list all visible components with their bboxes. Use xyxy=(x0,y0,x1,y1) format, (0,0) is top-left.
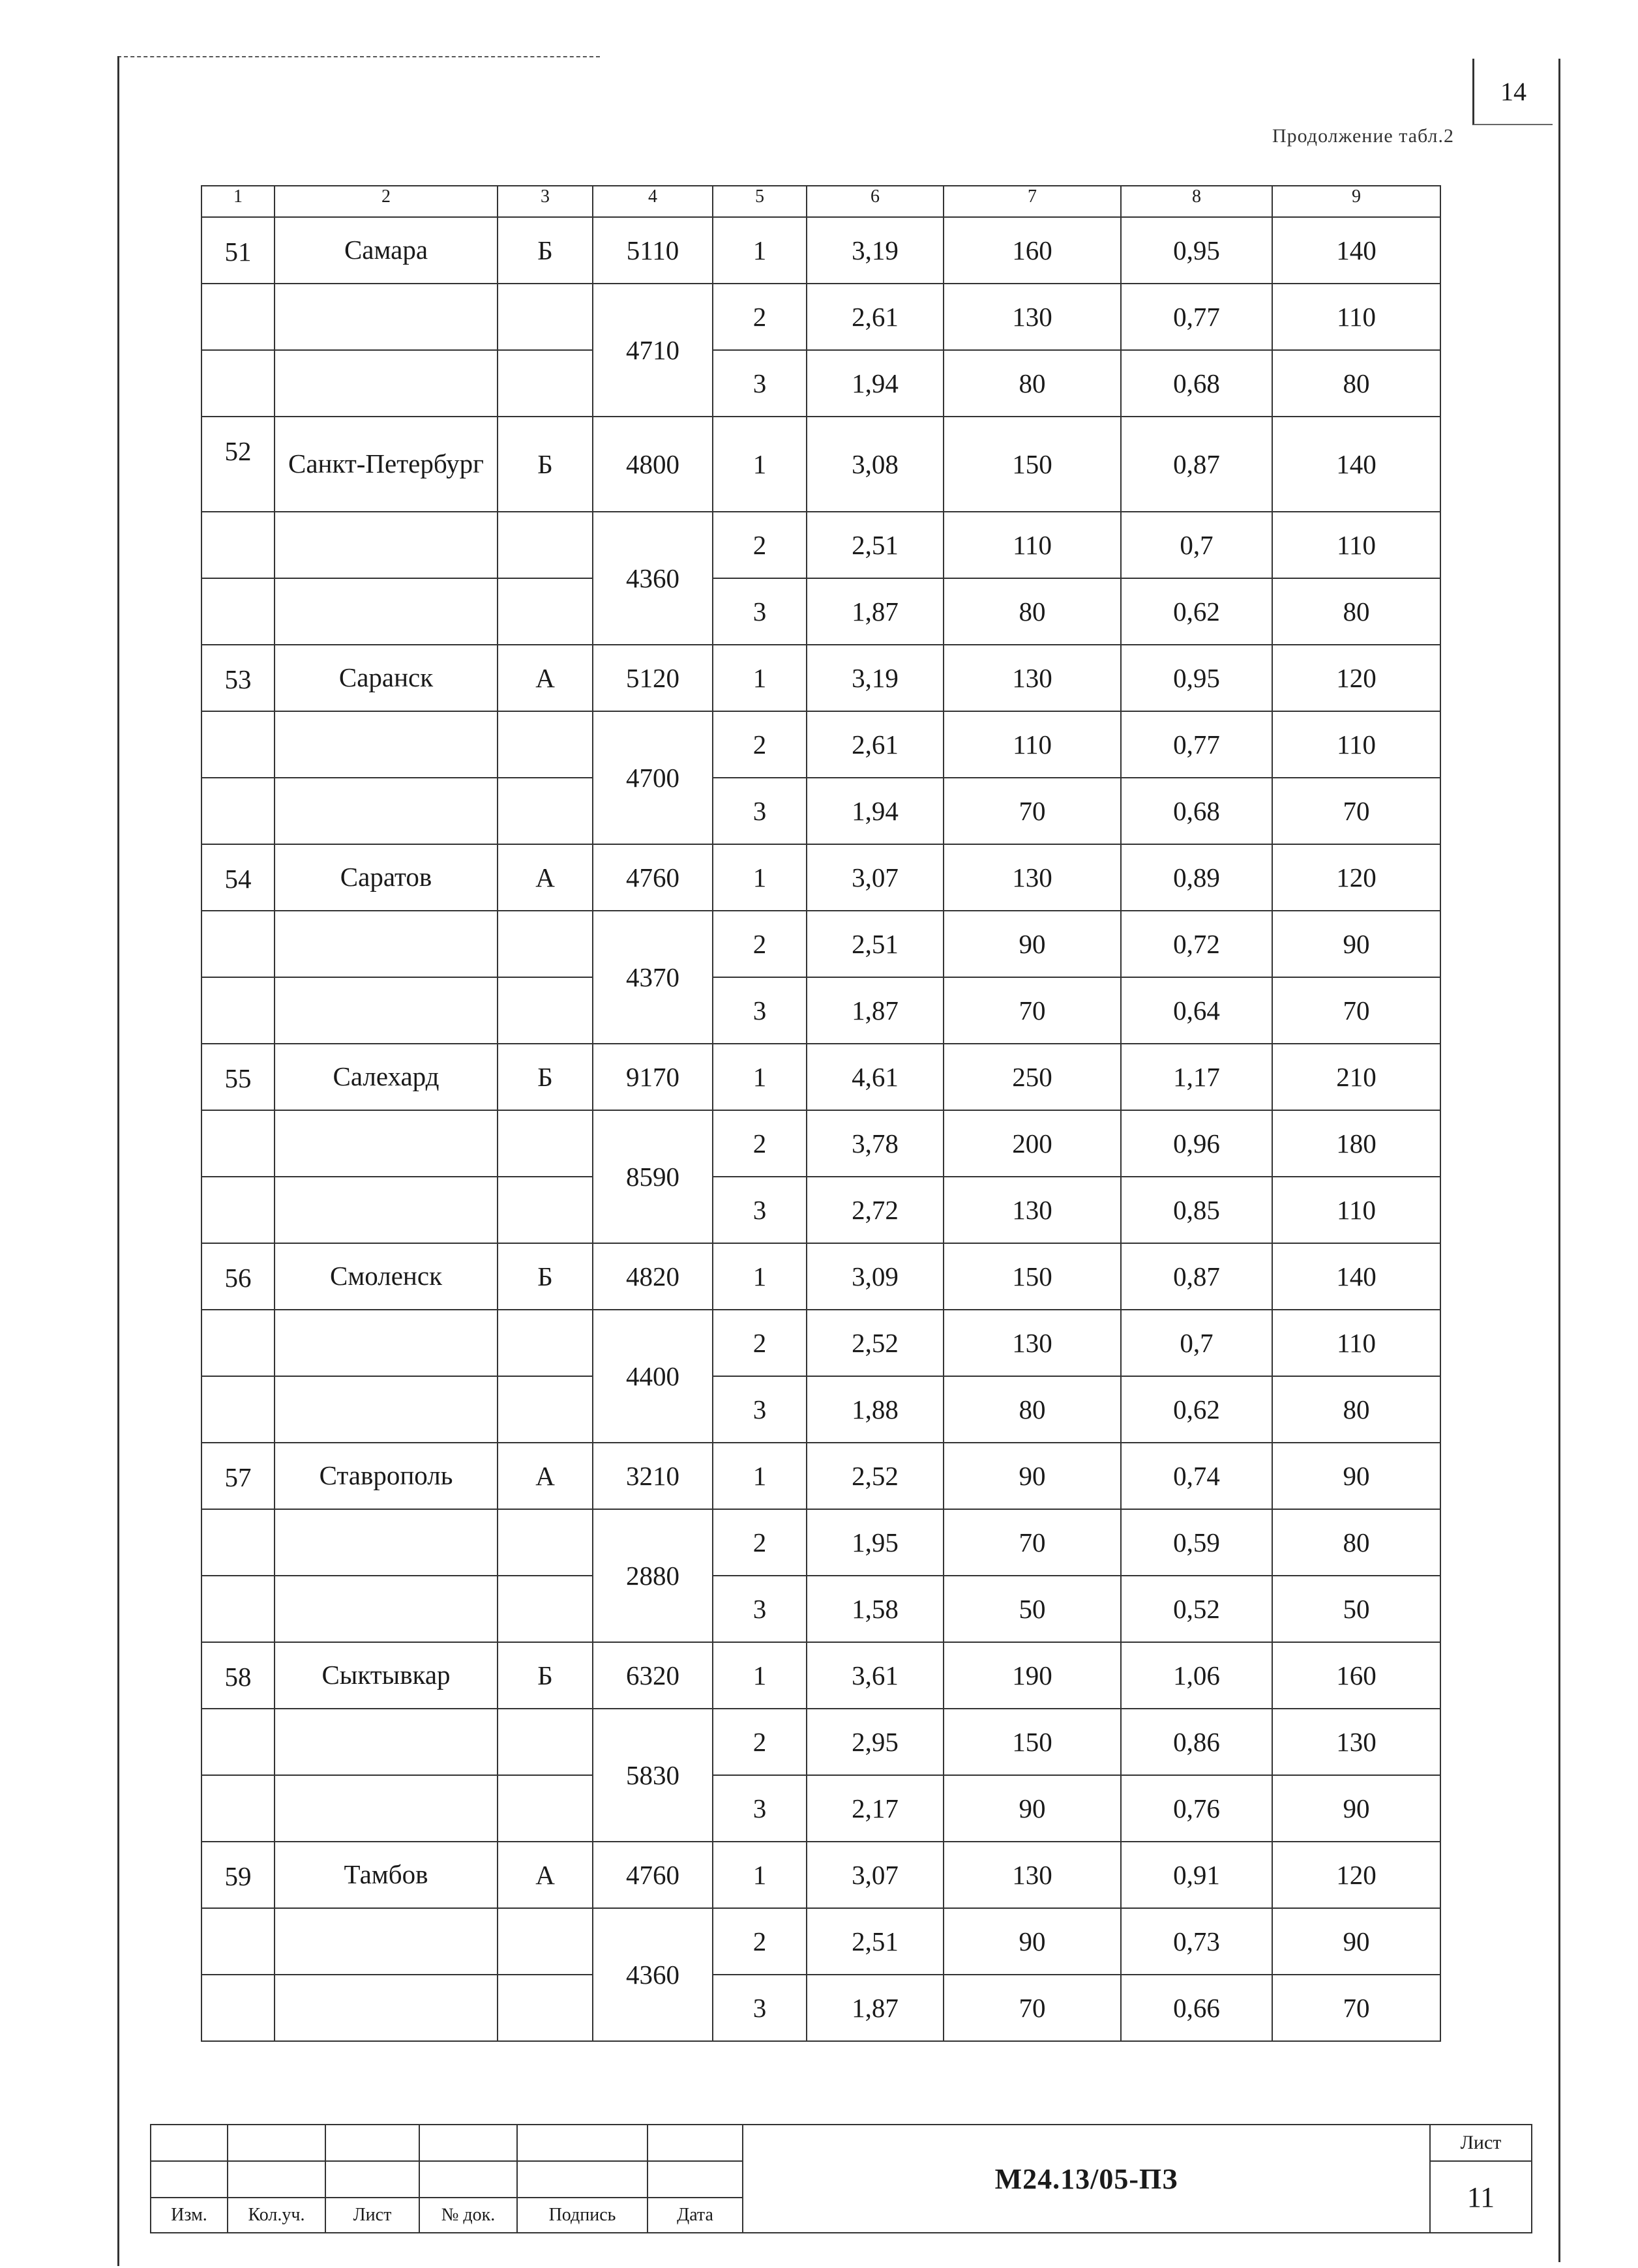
value-cell: 2,51 xyxy=(807,512,944,578)
zone-letter: Б xyxy=(498,417,593,512)
value-cell: 0,7 xyxy=(1121,1310,1272,1376)
value-cell: 120 xyxy=(1272,1842,1440,1908)
value-cell: 190 xyxy=(944,1642,1121,1709)
row-number: 55 xyxy=(201,1044,275,1110)
empty-cell xyxy=(498,350,593,417)
value-cell: 2,51 xyxy=(807,1908,944,1975)
stamp-role-doc-number: № док. xyxy=(419,2198,517,2233)
value-cell: 120 xyxy=(1272,844,1440,911)
value-cell: 1,94 xyxy=(807,350,944,417)
value-col4-merged: 4370 xyxy=(593,911,713,1044)
value-cell: 150 xyxy=(944,1709,1121,1775)
value-cell: 90 xyxy=(944,1908,1121,1975)
row-number: 53 xyxy=(201,645,275,711)
value-cell: 1,95 xyxy=(807,1509,944,1576)
row-index: 2 xyxy=(713,1110,807,1177)
value-cell: 90 xyxy=(1272,911,1440,977)
row-index: 2 xyxy=(713,1310,807,1376)
empty-cell xyxy=(201,1908,275,1975)
empty-cell xyxy=(498,911,593,977)
value-col4-merged: 4700 xyxy=(593,711,713,844)
empty-cell xyxy=(201,1110,275,1177)
row-index: 2 xyxy=(713,711,807,778)
empty-cell xyxy=(498,1376,593,1443)
stamp-role-date: Дата xyxy=(648,2198,743,2233)
empty-cell xyxy=(275,911,498,977)
value-col4-merged: 4360 xyxy=(593,1908,713,2041)
empty-cell xyxy=(498,1310,593,1376)
row-index: 2 xyxy=(713,911,807,977)
zone-letter: А xyxy=(498,1842,593,1908)
value-cell: 0,95 xyxy=(1121,645,1272,711)
value-cell: 2,61 xyxy=(807,711,944,778)
row-index: 1 xyxy=(713,1243,807,1310)
value-cell: 0,68 xyxy=(1121,350,1272,417)
empty-cell xyxy=(201,578,275,645)
value-col4: 3210 xyxy=(593,1443,713,1509)
value-cell: 0,62 xyxy=(1121,1376,1272,1443)
table-row xyxy=(201,778,1440,844)
row-index: 1 xyxy=(713,417,807,512)
value-cell: 2,52 xyxy=(807,1310,944,1376)
row-number: 58 xyxy=(201,1642,275,1709)
value-cell: 80 xyxy=(1272,350,1440,417)
value-cell: 110 xyxy=(1272,1310,1440,1376)
city-name: Саратов xyxy=(275,844,498,911)
empty-cell xyxy=(498,1908,593,1975)
city-name: Салехард xyxy=(275,1044,498,1110)
empty-cell xyxy=(275,1509,498,1576)
stamp-cell xyxy=(325,2161,419,2198)
value-cell: 90 xyxy=(1272,1775,1440,1842)
value-cell: 70 xyxy=(1272,1975,1440,2041)
column-header: 6 xyxy=(807,186,944,217)
empty-cell xyxy=(275,1908,498,1975)
value-cell: 90 xyxy=(944,911,1121,977)
column-header: 9 xyxy=(1272,186,1440,217)
value-cell: 130 xyxy=(944,1842,1121,1908)
empty-cell xyxy=(201,284,275,350)
sheet-label: Лист xyxy=(1430,2125,1532,2161)
frame-left-line xyxy=(117,56,119,2266)
empty-cell xyxy=(275,350,498,417)
value-cell: 1,58 xyxy=(807,1576,944,1642)
stamp-cell xyxy=(228,2125,325,2161)
document-code: М24.13/05-ПЗ xyxy=(743,2125,1430,2233)
empty-cell xyxy=(275,1709,498,1775)
value-cell: 3,78 xyxy=(807,1110,944,1177)
column-header: 2 xyxy=(275,186,498,217)
column-header: 4 xyxy=(593,186,713,217)
value-cell: 110 xyxy=(1272,512,1440,578)
value-col4: 4800 xyxy=(593,417,713,512)
row-index: 3 xyxy=(713,350,807,417)
empty-cell xyxy=(498,711,593,778)
empty-cell xyxy=(275,1110,498,1177)
table-row xyxy=(201,1044,1440,1110)
city-name: Смоленск xyxy=(275,1243,498,1310)
value-cell: 0,77 xyxy=(1121,711,1272,778)
value-cell: 210 xyxy=(1272,1044,1440,1110)
frame-top-line xyxy=(117,56,600,57)
value-cell: 0,59 xyxy=(1121,1509,1272,1576)
empty-cell xyxy=(201,1975,275,2041)
city-name: Саранск xyxy=(275,645,498,711)
value-cell: 0,52 xyxy=(1121,1576,1272,1642)
stamp-role-signature: Подпись xyxy=(517,2198,648,2233)
value-cell: 90 xyxy=(944,1443,1121,1509)
empty-cell xyxy=(275,512,498,578)
stamp-cell xyxy=(648,2161,743,2198)
value-cell: 0,89 xyxy=(1121,844,1272,911)
row-index: 2 xyxy=(713,1908,807,1975)
value-cell: 3,09 xyxy=(807,1243,944,1310)
table-row xyxy=(201,911,1440,977)
value-col4: 9170 xyxy=(593,1044,713,1110)
value-cell: 0,87 xyxy=(1121,1243,1272,1310)
value-col4-merged: 4400 xyxy=(593,1310,713,1443)
value-cell: 80 xyxy=(944,1376,1121,1443)
value-col4-merged: 4360 xyxy=(593,512,713,645)
value-cell: 150 xyxy=(944,417,1121,512)
value-cell: 0,66 xyxy=(1121,1975,1272,2041)
empty-cell xyxy=(201,1376,275,1443)
table-row xyxy=(201,1576,1440,1642)
empty-cell xyxy=(498,778,593,844)
empty-cell xyxy=(498,1509,593,1576)
value-cell: 0,95 xyxy=(1121,217,1272,284)
empty-cell xyxy=(201,1709,275,1775)
title-block xyxy=(150,2124,1532,2233)
value-cell: 110 xyxy=(944,512,1121,578)
row-index: 1 xyxy=(713,1842,807,1908)
row-index: 2 xyxy=(713,1709,807,1775)
row-index: 2 xyxy=(713,284,807,350)
value-cell: 3,61 xyxy=(807,1642,944,1709)
empty-cell xyxy=(498,1709,593,1775)
stamp-cell xyxy=(648,2125,743,2161)
empty-cell xyxy=(498,284,593,350)
empty-cell xyxy=(498,1177,593,1243)
value-cell: 90 xyxy=(1272,1443,1440,1509)
frame-right-line xyxy=(1558,59,1560,2262)
value-cell: 160 xyxy=(944,217,1121,284)
value-cell: 0,68 xyxy=(1121,778,1272,844)
table-row xyxy=(201,844,1440,911)
empty-cell xyxy=(201,1310,275,1376)
value-col4: 4760 xyxy=(593,1842,713,1908)
row-index: 1 xyxy=(713,1044,807,1110)
zone-letter: Б xyxy=(498,217,593,284)
value-cell: 0,73 xyxy=(1121,1908,1272,1975)
city-name: Самара xyxy=(275,217,498,284)
zone-letter: Б xyxy=(498,1642,593,1709)
stamp-cell xyxy=(151,2125,228,2161)
table-row xyxy=(201,1310,1440,1376)
empty-cell xyxy=(201,711,275,778)
value-cell: 70 xyxy=(944,1975,1121,2041)
empty-cell xyxy=(275,1975,498,2041)
stamp-role-sheet: Лист xyxy=(325,2198,419,2233)
empty-cell xyxy=(275,1775,498,1842)
value-cell: 80 xyxy=(944,350,1121,417)
zone-letter: А xyxy=(498,1443,593,1509)
value-cell: 1,87 xyxy=(807,1975,944,2041)
value-cell: 150 xyxy=(944,1243,1121,1310)
value-cell: 110 xyxy=(1272,1177,1440,1243)
value-cell: 0,72 xyxy=(1121,911,1272,977)
value-cell: 0,64 xyxy=(1121,977,1272,1044)
value-cell: 2,17 xyxy=(807,1775,944,1842)
value-cell: 130 xyxy=(944,645,1121,711)
empty-cell xyxy=(201,1576,275,1642)
value-cell: 3,07 xyxy=(807,1842,944,1908)
row-index: 3 xyxy=(713,977,807,1044)
value-cell: 0,85 xyxy=(1121,1177,1272,1243)
value-cell: 1,94 xyxy=(807,778,944,844)
zone-letter: А xyxy=(498,844,593,911)
row-index: 2 xyxy=(713,1509,807,1576)
row-index: 2 xyxy=(713,512,807,578)
value-cell: 110 xyxy=(944,711,1121,778)
city-name: Санкт-Петербург xyxy=(275,417,498,512)
sheet-number: 11 xyxy=(1430,2161,1532,2233)
value-cell: 2,95 xyxy=(807,1709,944,1775)
value-cell: 0,74 xyxy=(1121,1443,1272,1509)
table-row xyxy=(201,578,1440,645)
zone-letter: А xyxy=(498,645,593,711)
value-cell: 70 xyxy=(1272,977,1440,1044)
row-number: 56 xyxy=(201,1243,275,1310)
table-row xyxy=(201,1908,1440,1975)
value-cell: 120 xyxy=(1272,645,1440,711)
table-row xyxy=(201,1975,1440,2041)
column-header: 5 xyxy=(713,186,807,217)
value-cell: 160 xyxy=(1272,1642,1440,1709)
row-index: 3 xyxy=(713,578,807,645)
city-name: Тамбов xyxy=(275,1842,498,1908)
empty-cell xyxy=(201,1775,275,1842)
column-header: 1 xyxy=(201,186,275,217)
value-cell: 140 xyxy=(1272,417,1440,512)
stamp-cell xyxy=(517,2161,648,2198)
value-col4: 4760 xyxy=(593,844,713,911)
stamp-role-change: Изм. xyxy=(151,2198,228,2233)
value-cell: 2,72 xyxy=(807,1177,944,1243)
table-row xyxy=(201,217,1440,284)
value-col4: 5120 xyxy=(593,645,713,711)
value-cell: 3,08 xyxy=(807,417,944,512)
row-index: 1 xyxy=(713,217,807,284)
value-cell: 1,06 xyxy=(1121,1642,1272,1709)
value-cell: 3,07 xyxy=(807,844,944,911)
stamp-cell xyxy=(419,2125,517,2161)
row-index: 1 xyxy=(713,1642,807,1709)
table-row xyxy=(201,1775,1440,1842)
page-number: 14 xyxy=(1472,59,1553,125)
table-row xyxy=(201,645,1440,711)
empty-cell xyxy=(201,350,275,417)
city-name: Сыктывкар xyxy=(275,1642,498,1709)
value-col4-merged: 8590 xyxy=(593,1110,713,1243)
stamp-cell xyxy=(151,2161,228,2198)
row-index: 1 xyxy=(713,1443,807,1509)
empty-cell xyxy=(498,1975,593,2041)
value-cell: 3,19 xyxy=(807,645,944,711)
row-number: 54 xyxy=(201,844,275,911)
value-cell: 0,77 xyxy=(1121,284,1272,350)
table-continuation-caption: Продолжение табл.2 xyxy=(1272,125,1454,147)
table-row xyxy=(201,711,1440,778)
empty-cell xyxy=(498,512,593,578)
value-cell: 140 xyxy=(1272,1243,1440,1310)
row-number: 52 xyxy=(201,417,275,512)
value-cell: 1,88 xyxy=(807,1376,944,1443)
value-col4: 5110 xyxy=(593,217,713,284)
value-cell: 130 xyxy=(944,1310,1121,1376)
empty-cell xyxy=(201,512,275,578)
empty-cell xyxy=(201,1509,275,1576)
value-cell: 0,7 xyxy=(1121,512,1272,578)
empty-cell xyxy=(201,1177,275,1243)
table-row xyxy=(201,1842,1440,1908)
stamp-role-count: Кол.уч. xyxy=(228,2198,325,2233)
table-row xyxy=(201,1509,1440,1576)
value-cell: 110 xyxy=(1272,711,1440,778)
empty-cell xyxy=(275,711,498,778)
value-cell: 50 xyxy=(944,1576,1121,1642)
value-col4-merged: 5830 xyxy=(593,1709,713,1842)
table-row xyxy=(201,417,1440,512)
empty-cell xyxy=(498,1576,593,1642)
empty-cell xyxy=(201,778,275,844)
value-cell: 80 xyxy=(1272,1376,1440,1443)
value-cell: 1,87 xyxy=(807,977,944,1044)
empty-cell xyxy=(275,1310,498,1376)
stamp-cell xyxy=(419,2161,517,2198)
empty-cell xyxy=(275,578,498,645)
value-cell: 90 xyxy=(944,1775,1121,1842)
value-cell: 50 xyxy=(1272,1576,1440,1642)
row-index: 1 xyxy=(713,844,807,911)
empty-cell xyxy=(498,1775,593,1842)
row-number: 59 xyxy=(201,1842,275,1908)
row-index: 1 xyxy=(713,645,807,711)
value-cell: 0,86 xyxy=(1121,1709,1272,1775)
row-index: 3 xyxy=(713,1576,807,1642)
stamp-cell xyxy=(228,2161,325,2198)
empty-cell xyxy=(498,1110,593,1177)
row-index: 3 xyxy=(713,1376,807,1443)
value-cell: 200 xyxy=(944,1110,1121,1177)
empty-cell xyxy=(275,1376,498,1443)
row-index: 3 xyxy=(713,1975,807,2041)
value-cell: 0,76 xyxy=(1121,1775,1272,1842)
table-row xyxy=(201,350,1440,417)
table-row xyxy=(201,1243,1440,1310)
stamp-cell xyxy=(517,2125,648,2161)
value-cell: 140 xyxy=(1272,217,1440,284)
value-cell: 3,19 xyxy=(807,217,944,284)
value-cell: 130 xyxy=(944,844,1121,911)
value-cell: 1,87 xyxy=(807,578,944,645)
row-number: 51 xyxy=(201,217,275,284)
value-col4-merged: 2880 xyxy=(593,1509,713,1642)
value-cell: 130 xyxy=(944,1177,1121,1243)
stamp-cell xyxy=(325,2125,419,2161)
row-number: 57 xyxy=(201,1443,275,1509)
empty-cell xyxy=(275,1576,498,1642)
table-row xyxy=(201,1110,1440,1177)
zone-letter: Б xyxy=(498,1243,593,1310)
value-cell: 0,96 xyxy=(1121,1110,1272,1177)
table-row xyxy=(201,1642,1440,1709)
value-cell: 130 xyxy=(944,284,1121,350)
value-col4-merged: 4710 xyxy=(593,284,713,417)
value-cell: 1,17 xyxy=(1121,1044,1272,1110)
header-row xyxy=(201,186,1440,217)
value-cell: 2,51 xyxy=(807,911,944,977)
table-row xyxy=(201,1376,1440,1443)
empty-cell xyxy=(498,578,593,645)
value-cell: 250 xyxy=(944,1044,1121,1110)
value-cell: 80 xyxy=(1272,1509,1440,1576)
empty-cell xyxy=(275,778,498,844)
column-header: 8 xyxy=(1121,186,1272,217)
table-row xyxy=(201,284,1440,350)
value-cell: 70 xyxy=(944,977,1121,1044)
table-row xyxy=(201,977,1440,1044)
value-col4: 4820 xyxy=(593,1243,713,1310)
value-cell: 2,61 xyxy=(807,284,944,350)
table-row xyxy=(201,512,1440,578)
value-cell: 130 xyxy=(1272,1709,1440,1775)
value-cell: 2,52 xyxy=(807,1443,944,1509)
value-cell: 80 xyxy=(1272,578,1440,645)
value-cell: 70 xyxy=(944,1509,1121,1576)
value-cell: 70 xyxy=(1272,778,1440,844)
value-cell: 180 xyxy=(1272,1110,1440,1177)
value-cell: 70 xyxy=(944,778,1121,844)
value-cell: 4,61 xyxy=(807,1044,944,1110)
empty-cell xyxy=(275,1177,498,1243)
value-cell: 80 xyxy=(944,578,1121,645)
table-row xyxy=(201,1177,1440,1243)
table-row xyxy=(201,1709,1440,1775)
zone-letter: Б xyxy=(498,1044,593,1110)
row-index: 3 xyxy=(713,1177,807,1243)
row-index: 3 xyxy=(713,1775,807,1842)
city-name: Ставрополь xyxy=(275,1443,498,1509)
empty-cell xyxy=(275,977,498,1044)
empty-cell xyxy=(201,977,275,1044)
column-header: 7 xyxy=(944,186,1121,217)
value-cell: 0,62 xyxy=(1121,578,1272,645)
value-cell: 0,91 xyxy=(1121,1842,1272,1908)
value-cell: 110 xyxy=(1272,284,1440,350)
table-row xyxy=(201,1443,1440,1509)
empty-cell xyxy=(275,284,498,350)
value-col4: 6320 xyxy=(593,1642,713,1709)
empty-cell xyxy=(498,977,593,1044)
column-header: 3 xyxy=(498,186,593,217)
data-table xyxy=(201,185,1441,2042)
empty-cell xyxy=(201,911,275,977)
row-index: 3 xyxy=(713,778,807,844)
value-cell: 90 xyxy=(1272,1908,1440,1975)
value-cell: 0,87 xyxy=(1121,417,1272,512)
